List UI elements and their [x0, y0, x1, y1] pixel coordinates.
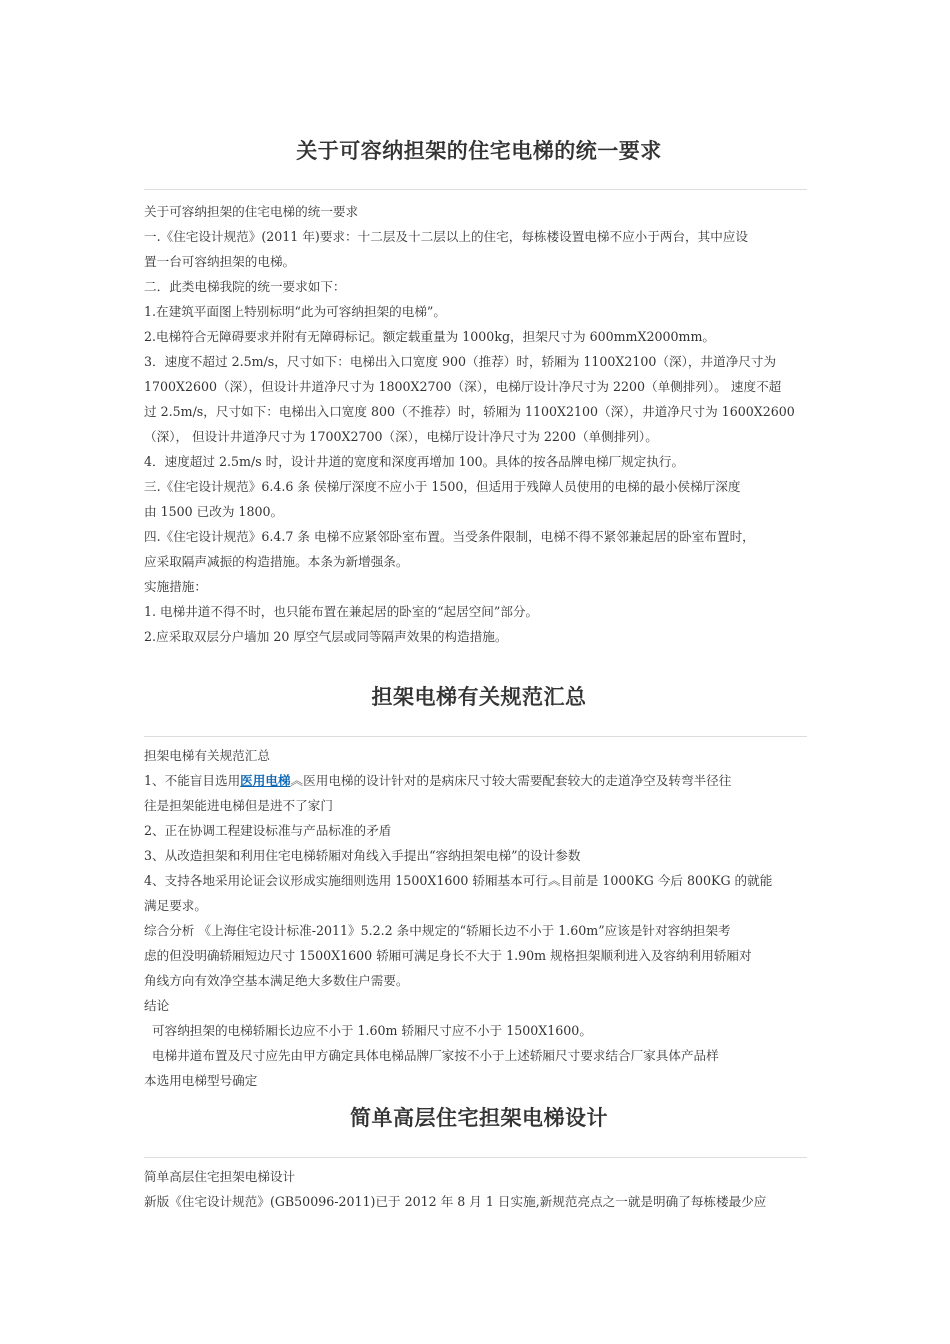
paragraph: 担架电梯有关规范汇总 — [144, 748, 270, 763]
paragraph: 1.在建筑平面图上特别标明“此为可容纳担架的电梯”。 — [144, 304, 446, 319]
section-elevator-requirements — [144, 136, 814, 649]
paragraph: 四.《住宅设计规范》6.4.7 条 电梯不应紧邻卧室布置。当受条件限制，电梯不得不紧邻兼起居的卧室布置时， — [144, 529, 755, 544]
paragraph: 应采取隔声减振的构造措施。本条为新增强条。 — [144, 554, 409, 569]
section-body — [144, 1164, 814, 1214]
paragraph: 简单高层住宅担架电梯设计 — [144, 1169, 296, 1184]
paragraph: 角线方向有效净空基本满足绝大多数住户需要。 — [144, 973, 409, 988]
paragraph: 置一台可容纳担架的电梯。 — [144, 254, 296, 269]
item-rest: ︽医用电梯的设计针对的是病床尺寸较大需要配套较大的走道净空及转弯半径往 — [290, 773, 732, 788]
paragraph: 往是担架能进电梯但是进不了家门 — [144, 798, 333, 813]
paragraph: 由 1500 已改为 1800。 — [144, 504, 284, 519]
paragraph: 4．速度超过 2.5m/s 时，设计井道的宽度和深度再增加 100。具体的按各品牌电梯厂规定执行。 — [144, 454, 685, 469]
paragraph: 实施措施： — [144, 579, 207, 594]
section-body — [144, 199, 814, 649]
paragraph: （深）， 但设计井道净尺寸为 1700X2700（深），电梯厅设计净尺寸为 2200（单侧排列）。 — [144, 429, 658, 444]
section-simple-highrise-design — [144, 1104, 814, 1214]
section-body — [144, 743, 814, 1093]
section-title: 关于可容纳担架的住宅电梯的统一要求 — [296, 139, 662, 163]
section-title: 担架电梯有关规范汇总 — [371, 685, 587, 709]
paragraph: 虑的但没明确轿厢短边尺寸 1500X1600 轿厢可满足身长不大于 1.90m 规格担架顺利进入及容纳利用轿厢对 — [144, 948, 752, 963]
divider — [144, 189, 807, 190]
paragraph: 1. 电梯井道不得不时，也只能布置在兼起居的卧室的“起居空间”部分。 — [144, 604, 539, 619]
paragraph: 3、从改造担架和利用住宅电梯轿厢对角线入手提出“容纳担架电梯”的设计参数 — [144, 848, 581, 863]
divider — [144, 736, 807, 737]
paragraph: 过 2.5m/s，尺寸如下：电梯出入口宽度 800（不推荐）时，轿厢为 1100X2100（深），井道净尺寸为 1600X2600 — [144, 404, 795, 419]
paragraph: 新版《住宅设计规范》(GB50096-2011)已于 2012 年 8 月 1 日实施,新规范亮点之一就是明确了每栋楼最少应 — [144, 1194, 767, 1209]
paragraph: 综合分析 《上海住宅设计标准-2011》5.2.2 条中规定的“轿厢长边不小于 1.60m”应该是针对容纳担架考 — [144, 923, 731, 938]
paragraph: 结论 — [144, 998, 170, 1013]
paragraph: 本选用电梯型号确定 — [144, 1073, 258, 1088]
paragraph: 1700X2600（深），但设计井道净尺寸为 1800X2700（深），电梯厅设计净尺寸为 2200（单侧排列）。 速度不超 — [144, 379, 782, 394]
paragraph: 4、支持各地采用论证会议形成实施细则选用 1500X1600 轿厢基本可行︽目前是 1000KG 今后 800KG 的就能 — [144, 873, 773, 888]
section-title: 简单高层住宅担架电梯设计 — [350, 1106, 608, 1130]
item-prefix: 1、不能盲目选用 — [144, 773, 241, 788]
paragraph: 关于可容纳担架的住宅电梯的统一要求 — [144, 204, 359, 219]
paragraph: 满足要求。 — [144, 898, 207, 913]
paragraph: 可容纳担架的电梯轿厢长边应不小于 1.60m 轿厢尺寸应不小于 1500X1600。 — [144, 1023, 592, 1038]
paragraph: 电梯井道布置及尺寸应先由甲方确定具体电梯品牌厂家按不小于上述轿厢尺寸要求结合厂家具体产品样 — [144, 1048, 719, 1063]
medical-elevator-link[interactable]: 医用电梯 — [240, 773, 291, 788]
paragraph: 2、正在协调工程建设标准与产品标准的矛盾 — [144, 823, 392, 838]
section-stretcher-elevator-codes — [144, 683, 814, 1093]
paragraph: 2.应采取双层分户墙加 20 厚空气层或同等隔声效果的构造措施。 — [144, 629, 508, 644]
divider — [144, 1157, 807, 1158]
paragraph: 二．此类电梯我院的统一要求如下： — [144, 279, 346, 294]
paragraph: 一.《住宅设计规范》(2011 年)要求：十二层及十二层以上的住宅，每栋楼设置电梯不应小于两台，其中应设 — [144, 229, 749, 244]
paragraph: 三.《住宅设计规范》6.4.6 条 侯梯厅深度不应小于 1500，但适用于残障人员使用的电梯的最小侯梯厅深度 — [144, 479, 741, 494]
paragraph-with-link — [144, 768, 814, 793]
paragraph: 3．速度不超过 2.5m/s，尺寸如下：电梯出入口宽度 900（推荐）时，轿厢为 1100X2100（深），井道净尺寸为 — [144, 354, 777, 369]
paragraph: 2.电梯符合无障碍要求并附有无障碍标记。额定载重量为 1000kg，担架尺寸为 600mmX2000mm。 — [144, 329, 715, 344]
